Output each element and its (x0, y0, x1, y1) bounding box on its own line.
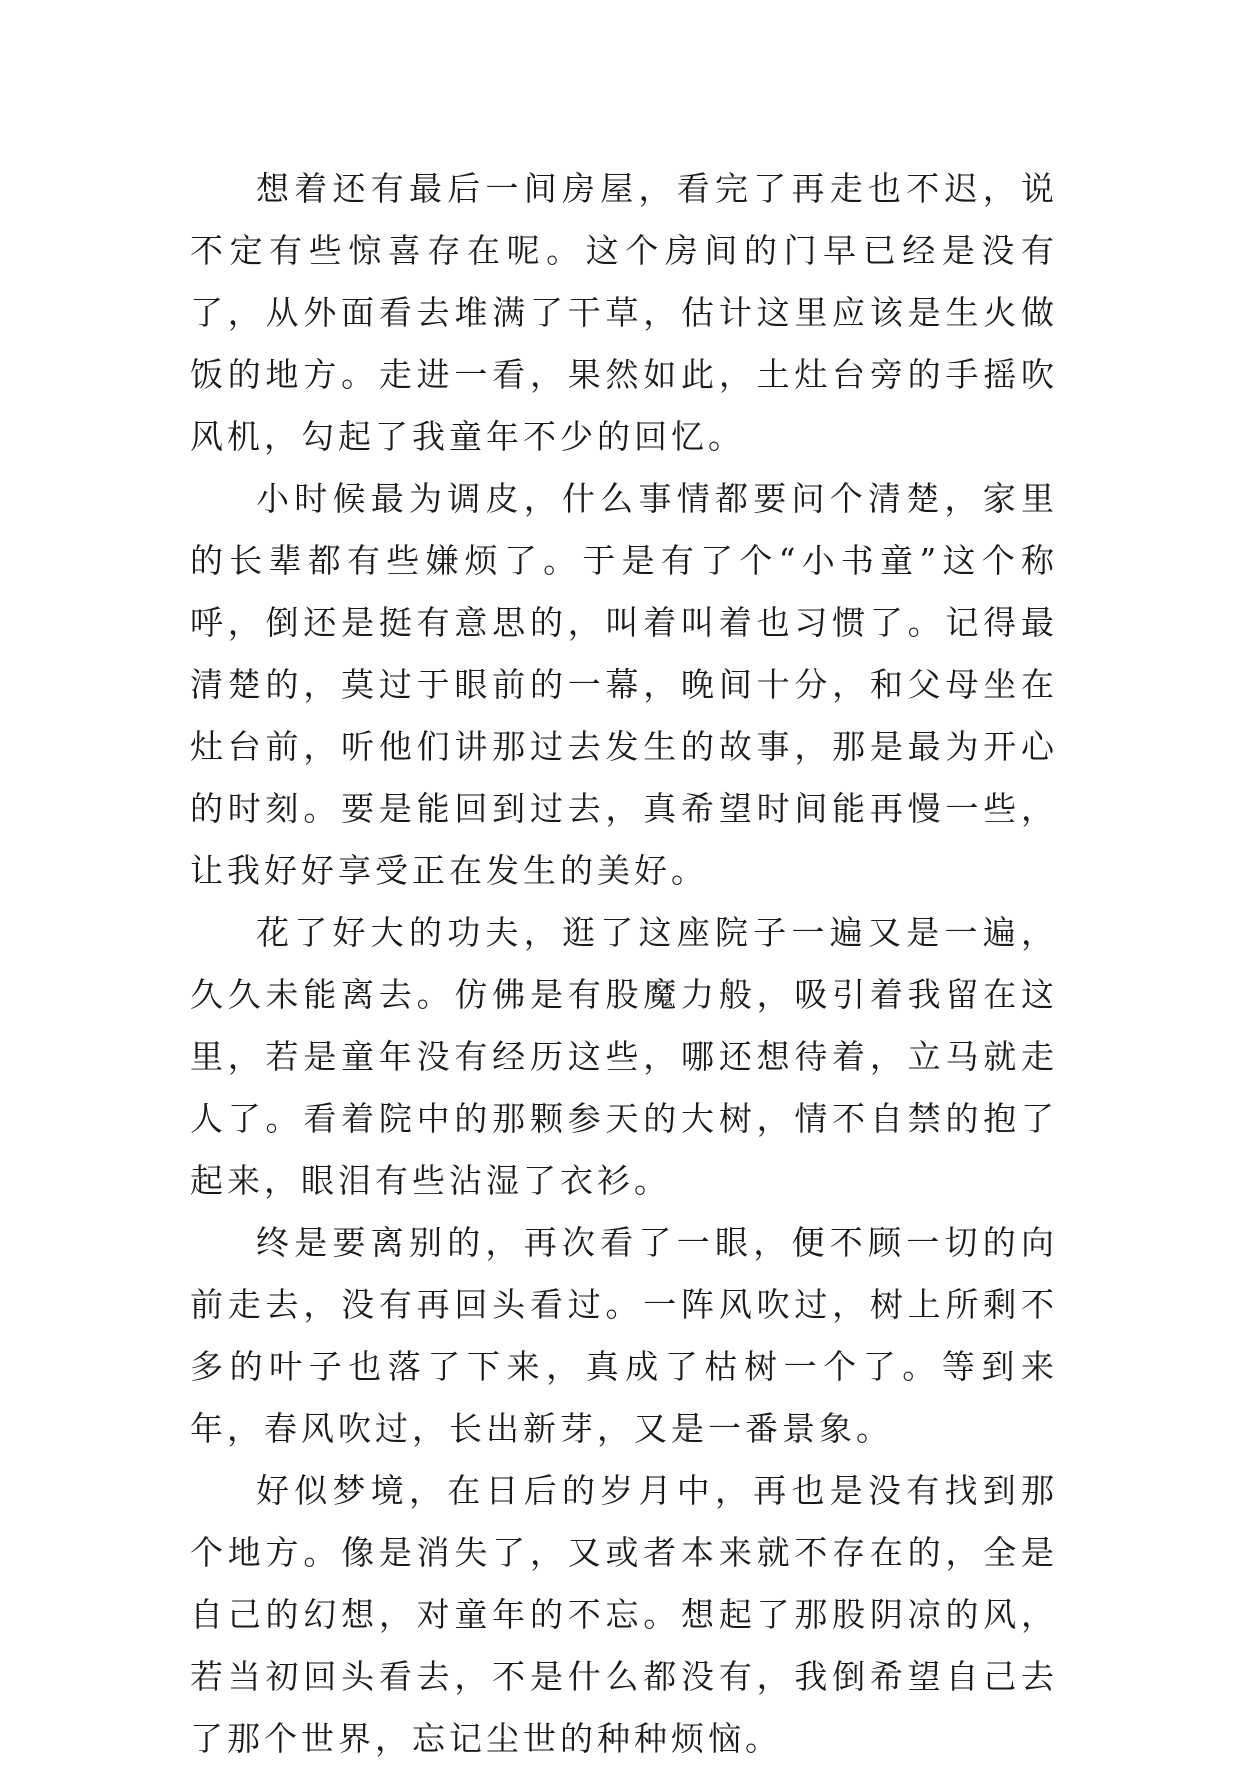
paragraph-2: 小时候最为调皮，什么事情都要问个清楚，家里的长辈都有些嫌烦了。于是有了个“小书童”这个称呼，倒还是挺有意思的，叫着叫着也习惯了。记得最清楚的，莫过于眼前的一幕，晚间十分，和父母坐在灶台前，听他们讲那过去发生的故事，那是最为开心的时刻。要是能回到过去，真希望时间能再慢一些，让我好好享受正在发生的美好。 (190, 479, 1058, 890)
document-body (190, 158, 1058, 1770)
paragraph-3: 花了好大的功夫，逛了这座院子一遍又是一遍，久久未能离去。仿佛是有股魔力般，吸引着我留在这里，若是童年没有经历这些，哪还想待着，立马就走人了。看着院中的那颗参天的大树，情不自禁的抱了起来，眼泪有些沾湿了衣衫。 (190, 913, 1058, 1200)
paragraph-5: 好似梦境，在日后的岁月中，再也是没有找到那个地方。像是消失了，又或者本来就不存在的，全是自己的幻想，对童年的不忘。想起了那股阴凉的风，若当初回头看去，不是什么都没有，我倒希望自己去了那个世界，忘记尘世的种种烦恼。 (190, 1471, 1058, 1758)
paragraph-4: 终是要离别的，再次看了一眼，便不顾一切的向前走去，没有再回头看过。一阵风吹过，树上所剩不多的叶子也落了下来，真成了枯树一个了。等到来年，春风吹过，长出新芽，又是一番景象。 (190, 1223, 1058, 1448)
paragraph-1: 想着还有最后一间房屋，看完了再走也不迟，说不定有些惊喜存在呢。这个房间的门早已经是没有了，从外面看去堆满了干草，估计这里应该是生火做饭的地方。走进一看，果然如此，土灶台旁的手摇吹风机，勾起了我童年不少的回忆。 (190, 169, 1058, 456)
